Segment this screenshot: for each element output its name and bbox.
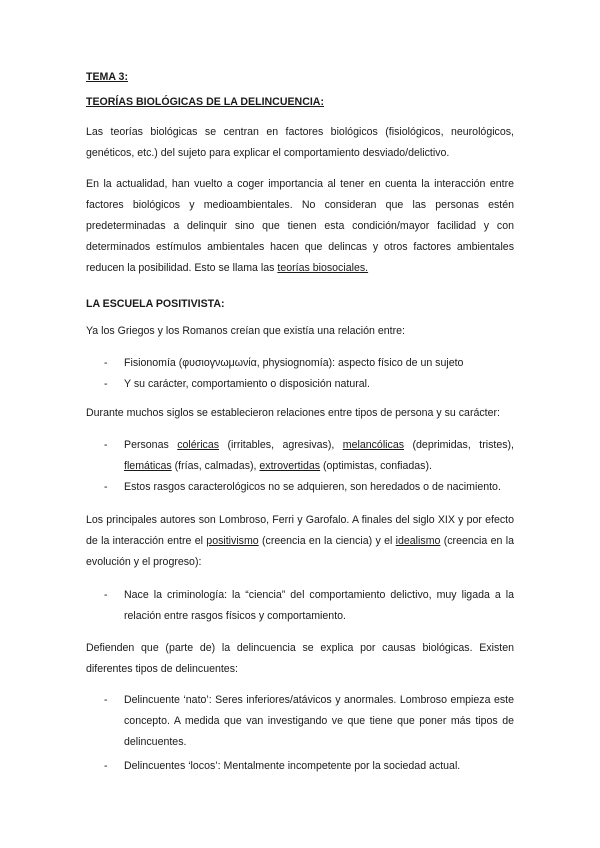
list-item: - Y su carácter, comportamiento o disposición natural. [86, 374, 514, 395]
fisionomia-list [86, 353, 514, 395]
list-item: - Nace la criminología: la “ciencia” del comportamiento delictivo, muy ligada a la relación entre rasgos físicos y comportamiento. [86, 585, 514, 627]
intro-paragraph-2 [86, 174, 514, 279]
intro-paragraph-1: Las teorías biológicas se centran en factores biológicos (fisiológicos, neurológicos, genéticos, etc.) del sujeto para explicar el comportamiento desviado/delictivo. [86, 126, 514, 159]
escuela-paragraph-2: Durante muchos siglos se establecieron relaciones entre tipos de persona y su carácter: [86, 407, 500, 419]
list-item: - Fisionomía (φυσιογνωμωνία, physiognomía): aspecto físico de un sujeto [86, 353, 514, 374]
list-item: - Delincuentes ‘locos’: Mentalmente incompetente por la sociedad actual. [86, 756, 514, 777]
list-item: - Estos rasgos caracterológicos no se adquieren, son heredados o de nacimiento. [86, 477, 514, 498]
escuela-paragraph-1: Ya los Griegos y los Romanos creían que existía una relación entre: [86, 325, 405, 337]
document-title: TEORÍAS BIOLÓGICAS DE LA DELINCUENCIA: [86, 96, 324, 108]
tema-label: TEMA 3: [86, 71, 128, 83]
escuela-paragraph-3: Los principales autores son Lombroso, Ferri y Garofalo. A finales del siglo XIX y por efecto de la interacción entre el positivismo (creencia en la ciencia) y el idealismo (creencia en la evolución y el progreso): [86, 514, 514, 568]
temperament-list [86, 435, 514, 498]
section-heading-escuela: LA ESCUELA POSITIVISTA: [86, 298, 225, 310]
list-item: - Delincuente ‘nato’: Seres inferiores/atávicos y anormales. Lombroso empieza este concepto. A medida que van investigando ve que tiene que poner más tipos de delincuentes. [86, 690, 514, 753]
term-idealismo: idealismo [395, 535, 441, 547]
intro-p2-text: En la actualidad, han vuelto a coger importancia al tener en cuenta la interacción entre factores biológicos y medioambientales. No consideran que las personas estén predeterminadas a delinquir sino que tienen esta condición/mayor facilidad y con determinados estímulos ambientales hacen que delincas y otros factores ambientales reducen la posibilidad. Esto se llama las [86, 178, 514, 274]
criminologia-list [86, 585, 514, 627]
escuela-paragraph-4: Defienden que (parte de) la delincuencia se explica por causas biológicas. Existen diferentes tipos de delincuentes: [86, 642, 514, 675]
list-item: - Personas coléricas (irritables, agresivas), melancólicas (deprimidas, tristes), flemáticas (frías, calmadas), extrovertidas (optimistas, confiadas). [86, 435, 514, 477]
term-flematicas: flemáticas [124, 460, 172, 472]
delincuentes-list [86, 690, 514, 777]
term-extrovertidas: extrovertidas [259, 460, 321, 472]
term-colericas: coléricas [177, 439, 220, 451]
term-positivismo: positivismo [206, 535, 259, 547]
term-melancolicas: melancólicas [342, 439, 405, 451]
biosocial-theories-term: teorías biosociales. [277, 262, 369, 274]
